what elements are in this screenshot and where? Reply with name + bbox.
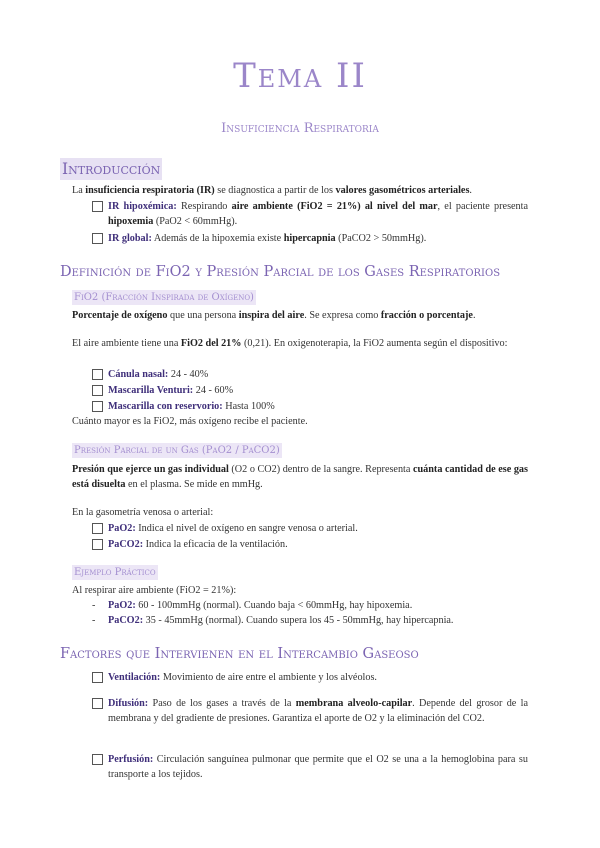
checkbox-icon[interactable]: [92, 698, 103, 709]
checklist-item-difusion: Difusión: Paso de los gases a través de la membrana alveolo-capilar. Depende del grosor de la membrana y del gradiente de presiones. Garantiza el aporte de O2 y la eliminación del CO2.: [92, 696, 528, 726]
fio2-paragraph-2: El aire ambiente tiene una FiO2 del 21% (0,21). En oxigenoterapia, la FiO2 aumenta según el dispositivo:: [72, 338, 508, 349]
example-item-pao2: - PaO2: 60 - 100mmHg (normal). Cuando baja < 60mmHg, hay hipoxemia.: [92, 600, 413, 611]
document-title: Tema II: [233, 56, 367, 96]
document-subtitle: Insuficiencia Respiratoria: [221, 121, 379, 136]
checkbox-icon[interactable]: [92, 523, 103, 534]
checklist-item-ir-hipoxemica: IR hipoxémica: Respirando aire ambiente (FiO2 = 21%) al nivel del mar, el paciente presenta hipoxemia (PaO2 < 60mmHg).: [92, 199, 528, 229]
intro-paragraph: La insuficiencia respiratoria (IR) se diagnostica a partir de los valores gasométricos arteriales.: [72, 185, 472, 196]
checklist-item-ir-global: IR global: Además de la hipoxemia existe hipercapnia (PaCO2 > 50mmHg).: [92, 231, 528, 246]
example-item-paco2: - PaCO2: 35 - 45mmHg (normal). Cuando supera los 45 - 50mmHg, hay hipercapnia.: [92, 615, 454, 626]
checklist-item-perfusion: Perfusión: Circulación sanguínea pulmonar que permite que el O2 se una a la hemoglobina para su transporte a los tejidos.: [92, 752, 528, 782]
dash-bullet: -: [92, 600, 96, 611]
checklist-item-mascarilla-venturi: Mascarilla Venturi: 24 - 60%: [92, 383, 528, 398]
checkbox-icon[interactable]: [92, 539, 103, 550]
pp-paragraph-1: Presión que ejerce un gas individual (O2 o CO2) dentro de la sangre. Representa cuánta cantidad de ese gas está disuelta en el plasma. Se mide en mmHg.: [72, 464, 528, 490]
checkbox-icon[interactable]: [92, 201, 103, 212]
checkbox-icon[interactable]: [92, 233, 103, 244]
subheading-ejemplo-practico: Ejemplo Práctico: [74, 567, 156, 578]
pp-paragraph-2: En la gasometría venosa o arterial:: [72, 507, 214, 518]
checkbox-icon[interactable]: [92, 754, 103, 765]
checkbox-icon[interactable]: [92, 369, 103, 380]
subheading-fio2: FiO2 (Fracción Inspirada de Oxígeno): [74, 292, 254, 303]
heading-introduccion: Introducción: [62, 160, 161, 178]
checkbox-icon[interactable]: [92, 401, 103, 412]
checklist-item-canula-nasal: Cánula nasal: 24 - 40%: [92, 367, 528, 382]
dash-bullet: -: [92, 615, 96, 626]
subheading-presion-parcial: Presión Parcial de un Gas (PaO2 / PaCO2): [74, 445, 280, 456]
fio2-paragraph-3: Cuánto mayor es la FiO2, más oxígeno recibe el paciente.: [72, 416, 308, 427]
checklist-item-ventilacion: Ventilación: Movimiento de aire entre el ambiente y los alvéolos.: [92, 670, 528, 685]
example-paragraph: Al respirar aire ambiente (FiO2 = 21%):: [72, 585, 237, 596]
checklist-item-mascarilla-reservorio: Mascarilla con reservorio: Hasta 100%: [92, 399, 528, 414]
fio2-paragraph-1: Porcentaje de oxígeno que una persona inspira del aire. Se expresa como fracción o porcentaje.: [72, 310, 476, 321]
heading-factores: Factores que Intervienen en el Intercambio Gaseoso: [60, 646, 419, 662]
checklist-item-pao2: PaO2: Indica el nivel de oxígeno en sangre venosa o arterial.: [92, 521, 528, 536]
heading-definicion: Definición de FiO2 y Presión Parcial de los Gases Respiratorios: [60, 264, 501, 280]
checklist-item-paco2: PaCO2: Indica la eficacia de la ventilación.: [92, 537, 528, 552]
checkbox-icon[interactable]: [92, 672, 103, 683]
checkbox-icon[interactable]: [92, 385, 103, 396]
